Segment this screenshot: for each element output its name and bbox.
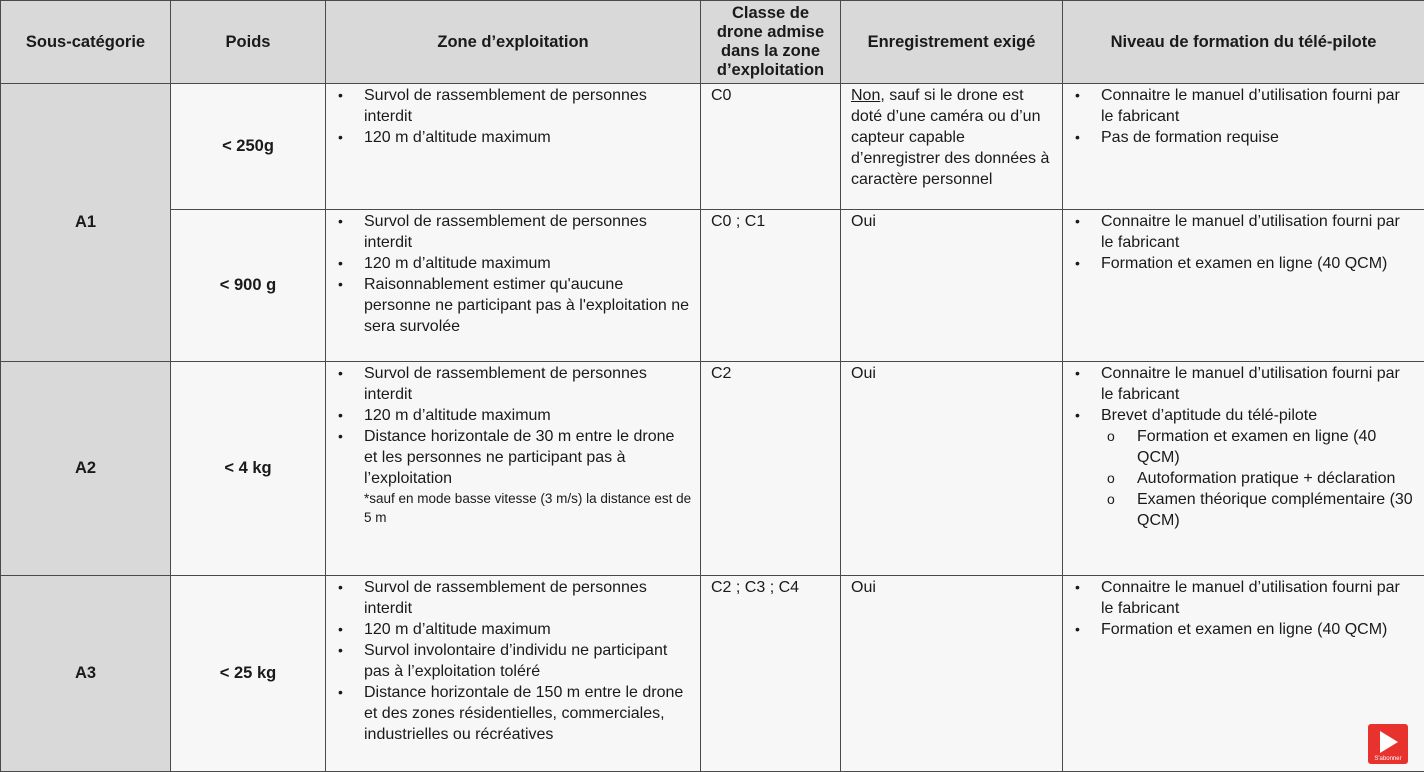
training-cell [1063, 362, 1424, 576]
table-row [1, 84, 1424, 210]
list-item: • 120 m d’altitude maximum [364, 127, 692, 148]
list-item: • 120 m d’altitude maximum [364, 253, 692, 274]
zone-cell [326, 576, 701, 772]
registration-cell: Oui [841, 576, 1063, 772]
sub-list-item: o Examen théorique complémentaire (30 QCM) [1137, 489, 1416, 531]
list-item: • Survol de rassemblement de personnes interdit [364, 577, 692, 619]
training-cell [1063, 210, 1424, 362]
list-item: • Brevet d’aptitude du télé-pilote o Formation et examen en ligne (40 QCM) o Autoformation pratique + déclaration o Examen théorique complémentaire (30 QCM) [1101, 405, 1416, 531]
subcategory-cell: A1 [1, 84, 171, 362]
zone-note: *sauf en mode basse vitesse (3 m/s) la distance est de 5 m [336, 489, 692, 527]
play-icon [1380, 731, 1398, 753]
training-cell [1063, 84, 1424, 210]
list-item: • Formation et examen en ligne (40 QCM) [1101, 253, 1416, 274]
header-row [1, 1, 1424, 84]
subscribe-button[interactable] [1368, 724, 1408, 764]
list-item: • Survol de rassemblement de personnes interdit [364, 85, 692, 127]
table-row [1, 576, 1424, 772]
list-item: • Distance horizontale de 150 m entre le drone et des zones résidentielles, commerciales, industrielles ou récréatives [364, 682, 692, 745]
list-item: • 120 m d’altitude maximum [364, 405, 692, 426]
subcategory-cell: A2 [1, 362, 171, 576]
list-item: • Connaitre le manuel d’utilisation fourni par le fabricant [1101, 211, 1416, 253]
table-row [1, 210, 1424, 362]
header-sous-categorie: Sous-catégorie [1, 1, 171, 84]
class-cell: C0 [701, 84, 841, 210]
class-cell: C2 ; C3 ; C4 [701, 576, 841, 772]
class-cell: C0 ; C1 [701, 210, 841, 362]
zone-cell [326, 362, 701, 576]
sub-list-item: o Formation et examen en ligne (40 QCM) [1137, 426, 1416, 468]
list-item: • Connaitre le manuel d’utilisation fourni par le fabricant [1101, 85, 1416, 127]
header-enregistrement: Enregistrement exigé [841, 1, 1063, 84]
list-item: • Raisonnablement estimer qu'aucune personne ne participant pas à l'exploitation ne sera survolée [364, 274, 692, 337]
list-item: • Formation et examen en ligne (40 QCM) [1101, 619, 1416, 640]
list-item: • Survol involontaire d’individu ne participant pas à l’exploitation toléré [364, 640, 692, 682]
list-item: • Connaitre le manuel d’utilisation fourni par le fabricant [1101, 363, 1416, 405]
list-item: • Pas de formation requise [1101, 127, 1416, 148]
header-poids: Poids [171, 1, 326, 84]
list-item: • Survol de rassemblement de personnes interdit [364, 211, 692, 253]
registration-cell: Oui [841, 210, 1063, 362]
header-zone: Zone d’exploitation [326, 1, 701, 84]
weight-cell: < 4 kg [171, 362, 326, 576]
zone-cell [326, 210, 701, 362]
subscribe-label: S'abonner [1368, 756, 1408, 763]
list-item: • Survol de rassemblement de personnes interdit [364, 363, 692, 405]
list-item: • 120 m d’altitude maximum [364, 619, 692, 640]
weight-cell: < 250g [171, 84, 326, 210]
registration-cell: Oui [841, 362, 1063, 576]
registration-cell: Non, sauf si le drone est doté d’une caméra ou d’un capteur capable d’enregistrer des données à caractère personnel [841, 84, 1063, 210]
sub-list-item: o Autoformation pratique + déclaration [1137, 468, 1416, 489]
weight-cell: < 25 kg [171, 576, 326, 772]
class-cell: C2 [701, 362, 841, 576]
header-niveau: Niveau de formation du télé-pilote [1063, 1, 1424, 84]
weight-cell: < 900 g [171, 210, 326, 362]
list-item: • Distance horizontale de 30 m entre le drone et les personnes ne participant pas à l’exploitation [364, 426, 692, 489]
table-row [1, 362, 1424, 576]
zone-cell [326, 84, 701, 210]
list-item: • Connaitre le manuel d’utilisation fourni par le fabricant [1101, 577, 1416, 619]
subcategory-cell: A3 [1, 576, 171, 772]
header-classe: Classe de drone admise dans la zone d’exploitation [701, 1, 841, 84]
